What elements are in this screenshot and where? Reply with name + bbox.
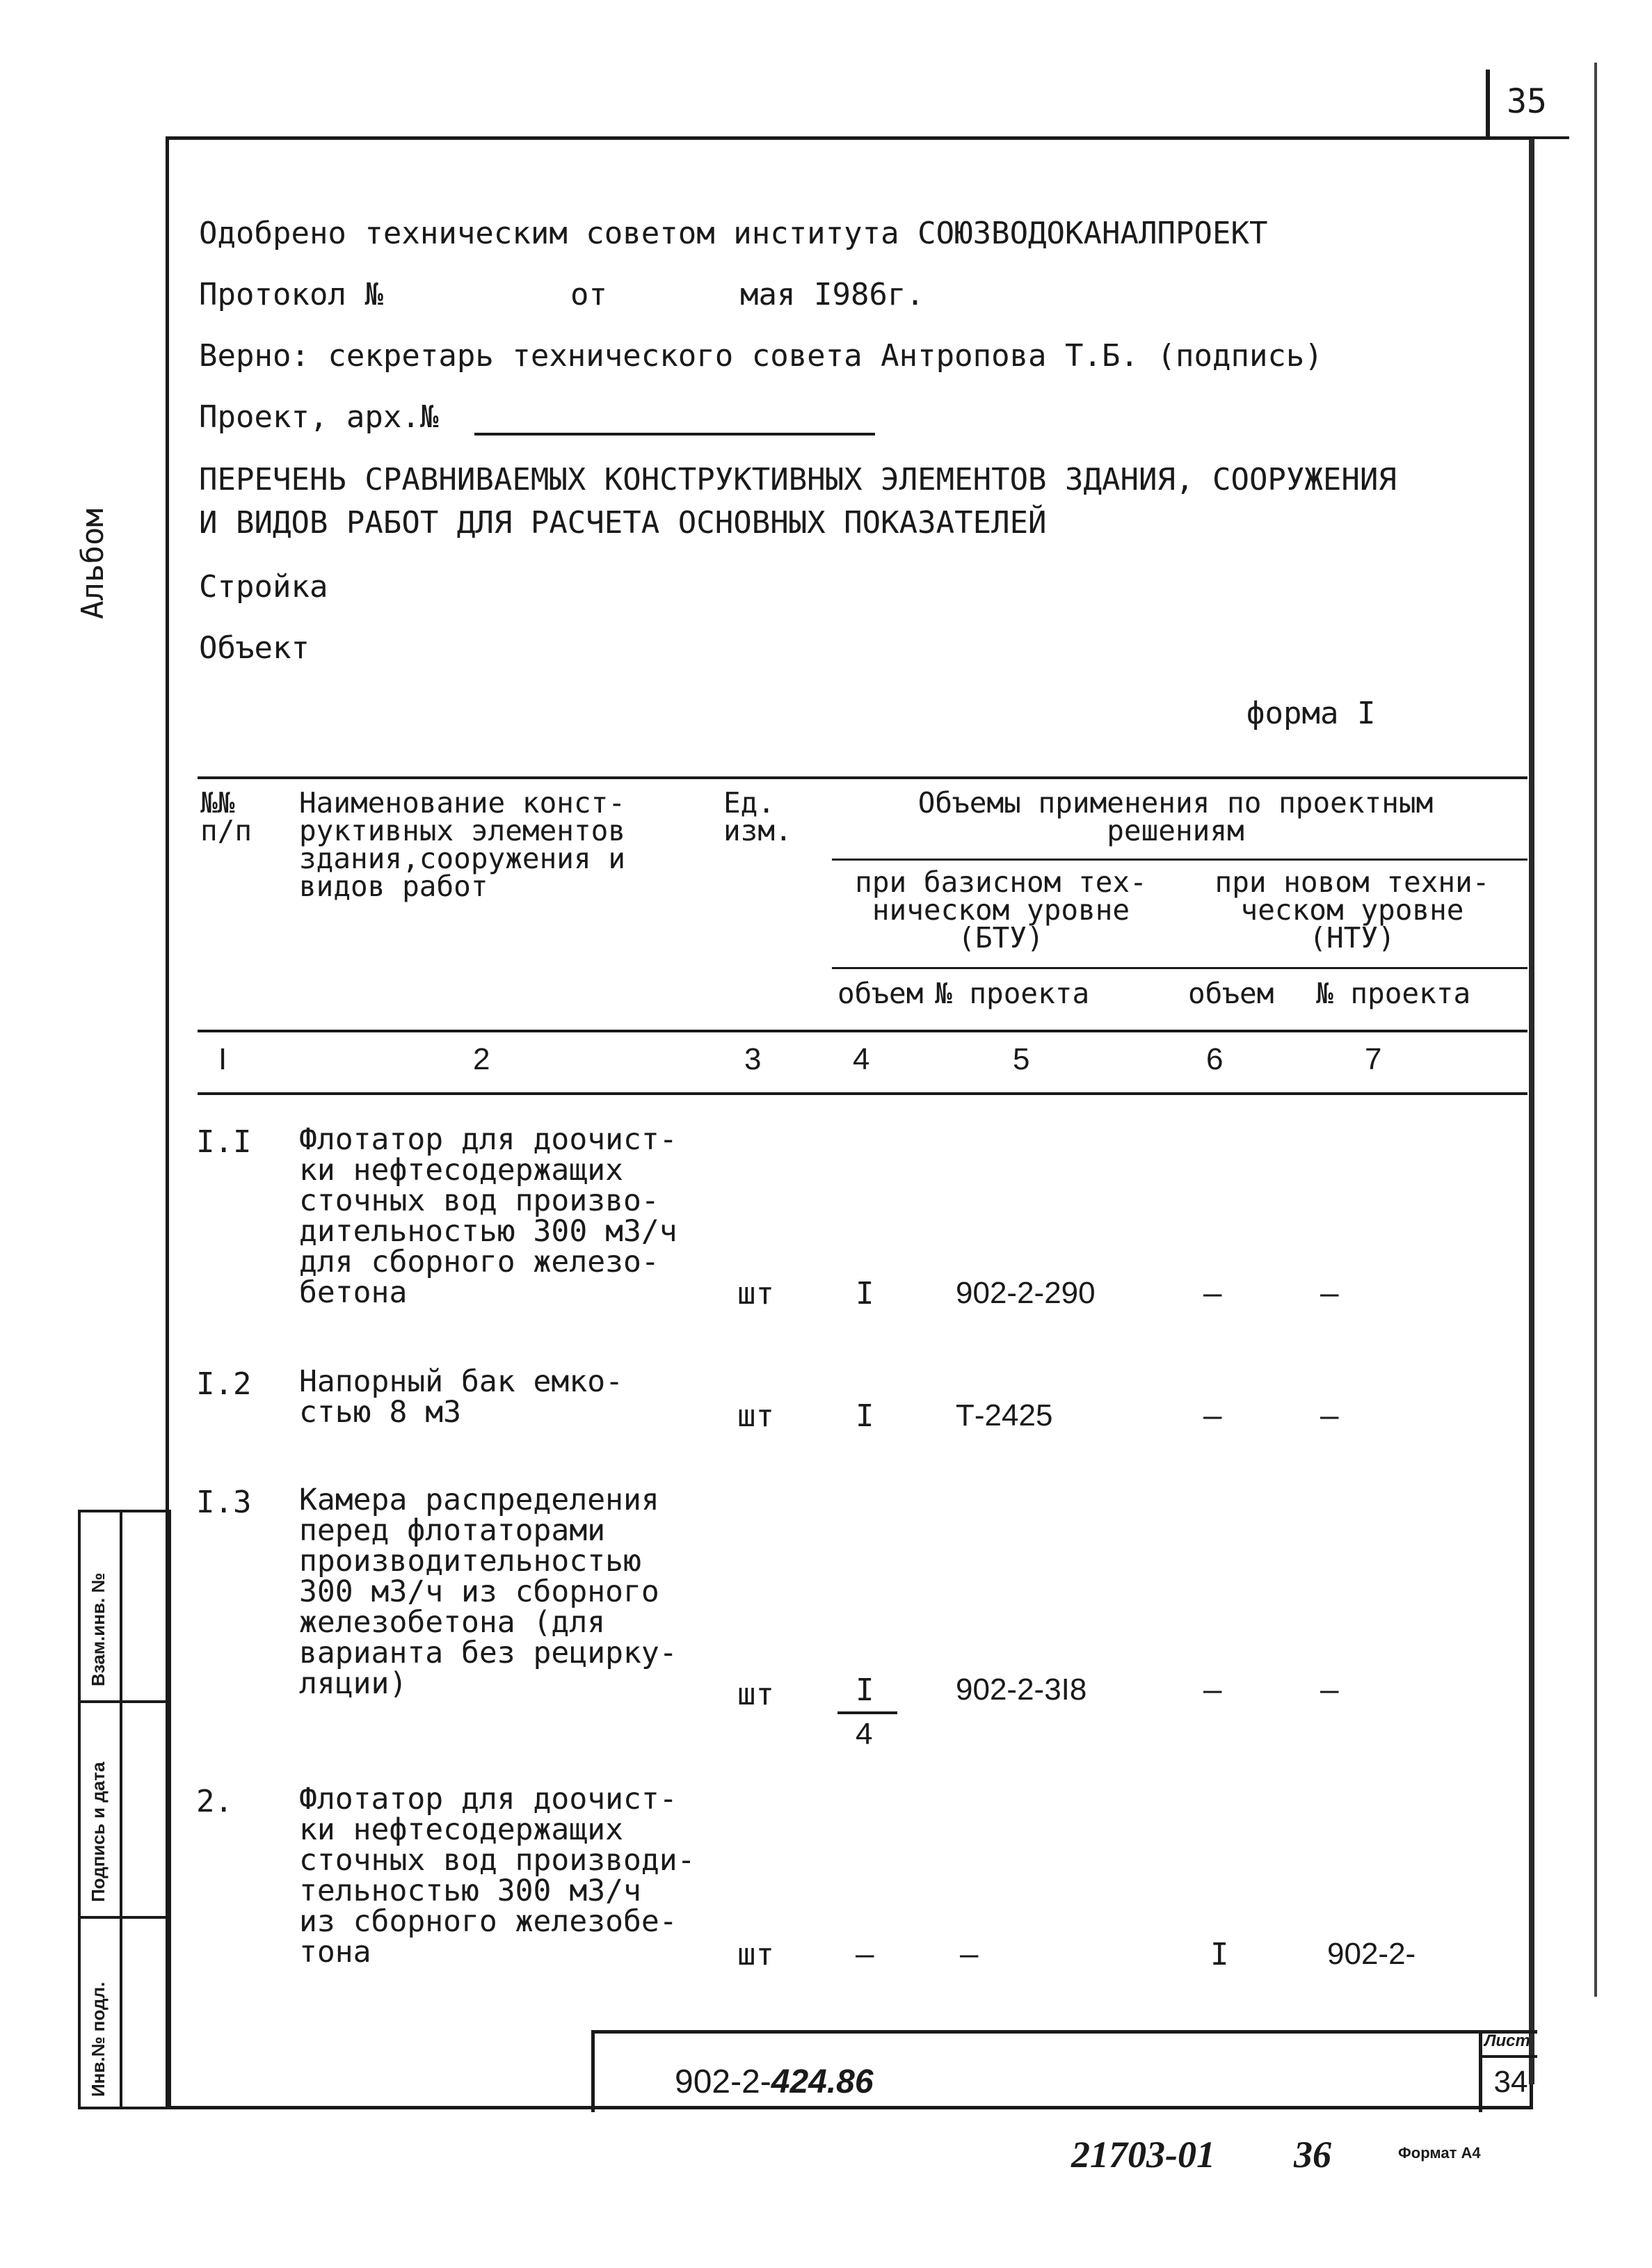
col-header-ntu-project: № проекта xyxy=(1316,977,1471,1010)
row-unit: шт xyxy=(737,1677,774,1712)
table-top-rule xyxy=(198,776,1527,779)
row-ntu-project: – xyxy=(1320,1672,1339,1708)
title-line-1: ПЕРЕЧЕНЬ СРАВНИВАЕМЫХ КОНСТРУКТИВНЫХ ЭЛЕМЕНТОВ ЗДАНИЯ, СООРУЖЕНИЯ xyxy=(199,462,1397,497)
row-name: Флотатор для доочист- ки нефтесодержащих сточных вод производи- тельностью 300 м3/ч из сборного железобе- тона xyxy=(299,1782,696,1970)
row-ntu-project: – xyxy=(1320,1398,1339,1434)
scan-edge-line xyxy=(1594,63,1597,1997)
stamp-label-signature: Подпись и дата xyxy=(88,1762,109,1902)
title-line-2: И ВИДОВ РАБОТ ДЛЯ РАСЧЕТА ОСНОВНЫХ ПОКАЗАТЕЛЕЙ xyxy=(199,505,1047,541)
col-header-no: №№ п/п xyxy=(200,786,252,847)
project-underline xyxy=(474,433,875,436)
construction-label: Стройка xyxy=(199,569,328,605)
title-block-divider xyxy=(1479,2030,1482,2112)
protocol-from: от xyxy=(570,277,607,312)
row-btu-project: Т-2425 xyxy=(956,1398,1053,1432)
archive-page: 36 xyxy=(1294,2134,1331,2175)
document-code-handwritten: 424.86 xyxy=(771,2063,874,2100)
header-bottom-rule xyxy=(198,1030,1527,1032)
frame-right-border xyxy=(1529,136,1534,2084)
subheader-rule xyxy=(832,967,1527,969)
col-header-name: Наименование конст- руктивных элементов здания,сооружения и видов работ xyxy=(299,786,625,903)
approval-line: Одобрено техническим советом института СОЮЗВОДОКАНАЛПРОЕКТ xyxy=(199,216,1268,251)
stamp-strip-divider xyxy=(120,1512,122,2107)
row-number: I.I xyxy=(196,1124,252,1160)
row-ntu-project: – xyxy=(1320,1276,1339,1311)
stamp-strip xyxy=(78,1510,171,2109)
page-number: 35 xyxy=(1507,82,1547,121)
row-unit: шт xyxy=(737,1398,774,1434)
row-btu-volume-denominator: 4 xyxy=(856,1717,873,1751)
format-label: Формат А4 xyxy=(1398,2144,1481,2162)
col-number: 6 xyxy=(1206,1042,1224,1076)
side-label: Альбом xyxy=(75,509,111,619)
col-header-ntu: при новом техни- ческом уровне (НТУ) xyxy=(1214,865,1490,955)
row-btu-volume: I xyxy=(856,1398,874,1434)
sheet-number: 34 xyxy=(1493,2065,1528,2099)
col-header-btu: при базисном тех- ническом уровне (БТУ) xyxy=(855,865,1147,955)
row-ntu-volume: – xyxy=(1203,1398,1222,1434)
row-ntu-volume: – xyxy=(1203,1672,1222,1708)
document-code-printed: 902-2- xyxy=(675,2063,771,2100)
row-btu-volume: I xyxy=(856,1276,874,1311)
archive-code: 21703-01 xyxy=(1071,2134,1215,2175)
object-label: Объект xyxy=(199,630,310,666)
row-name: Камера распределения перед флотаторами производительностью 300 м3/ч из сборного железобетона (для варианта без рецирку- ляции) xyxy=(299,1483,677,1701)
row-ntu-volume: I xyxy=(1210,1937,1229,1972)
col-number: 3 xyxy=(744,1042,762,1076)
row-btu-project: – xyxy=(960,1937,979,1972)
stamp-strip-rule xyxy=(81,1916,168,1919)
sheet-label: Лист xyxy=(1484,2031,1530,2050)
protocol-label: Протокол № xyxy=(199,277,383,312)
protocol-date: мая I986г. xyxy=(740,277,924,312)
row-btu-volume: – xyxy=(856,1937,874,1972)
col-number: 5 xyxy=(1013,1042,1030,1076)
col-number: 4 xyxy=(853,1042,870,1076)
col-header-btu-volume: объем xyxy=(837,977,924,1010)
col-header-btu-project: № проекта xyxy=(935,977,1090,1010)
row-ntu-volume: – xyxy=(1203,1276,1222,1311)
stamp-strip-rule xyxy=(81,1700,168,1703)
row-number: I.2 xyxy=(196,1366,252,1402)
row-unit: шт xyxy=(737,1937,774,1972)
stamp-label-inventory: Инв.№ подл. xyxy=(88,1981,109,2097)
row-number: I.3 xyxy=(196,1485,252,1520)
row-name: Флотатор для доочист- ки нефтесодержащих сточных вод произво- дительностью 300 м3/ч для сборного железо- бетона xyxy=(299,1122,677,1310)
row-btu-project: 902-2-3I8 xyxy=(956,1672,1087,1707)
form-label: форма I xyxy=(1246,696,1376,731)
row-btu-volume-numerator: I xyxy=(856,1672,874,1708)
row-ntu-project: 902-2- xyxy=(1327,1937,1416,1971)
verified-line: Верно: секретарь технического совета Антропова Т.Б. (подпись) xyxy=(199,338,1323,374)
title-block-sheet-rule xyxy=(1479,2055,1537,2058)
col-number: I xyxy=(218,1042,227,1076)
col-header-ntu-volume: объем xyxy=(1188,977,1274,1010)
fraction-bar xyxy=(837,1711,897,1714)
numbers-rule xyxy=(198,1092,1527,1095)
volumes-rule xyxy=(832,859,1527,861)
stamp-label-replace: Взам.инв. № xyxy=(88,1572,109,1686)
row-unit: шт xyxy=(737,1276,774,1311)
col-number: 7 xyxy=(1365,1042,1382,1076)
row-btu-project: 902-2-290 xyxy=(956,1276,1096,1310)
project-label: Проект, арх.№ xyxy=(199,399,439,435)
row-name: Напорный бак емко- стью 8 м3 xyxy=(299,1364,623,1430)
col-header-unit: Ед. изм. xyxy=(723,786,792,847)
col-header-volumes: Объемы применения по проектным решениям xyxy=(917,786,1434,847)
document-code xyxy=(675,2063,874,2101)
row-number: 2. xyxy=(196,1784,233,1819)
col-number: 2 xyxy=(473,1042,490,1076)
